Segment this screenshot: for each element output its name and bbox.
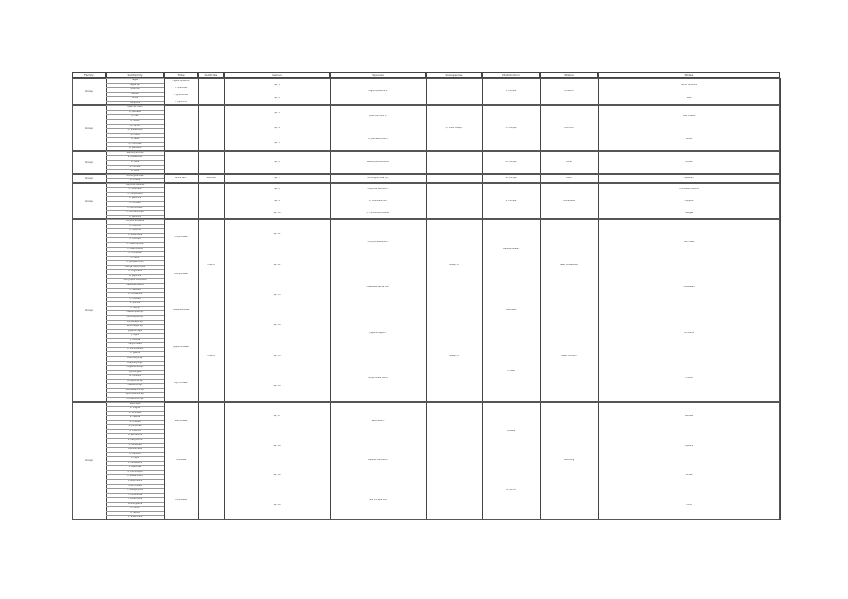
table-cell: Sp. 15 — [273, 354, 281, 357]
group-label: Group — [85, 308, 93, 312]
table-cell: Sp. 20 — [273, 503, 281, 506]
table-cell: Alnus glutinosa (L.) — [367, 176, 389, 179]
spreadsheet — [72, 72, 780, 520]
column-header: Status — [540, 72, 598, 78]
table-cell: P. tremula — [106, 452, 164, 457]
table-cell: C. Europe — [505, 126, 517, 129]
table-cell: subsp. A — [449, 263, 459, 266]
column-divider — [780, 78, 781, 520]
table-cell: Vulnerable — [563, 199, 575, 202]
table-cell: Sp. 8 — [274, 187, 280, 190]
group-label: Group — [85, 126, 93, 130]
group-label: Group — [85, 160, 93, 164]
table-cell: Coppice — [684, 199, 694, 202]
table-cell: Sp. 13 — [273, 293, 281, 296]
table-cell: B. pubescens — [106, 155, 164, 160]
table-cell: Eurasia — [506, 429, 516, 432]
table-cell: Sp. 12 — [273, 263, 281, 266]
table-cell: Corylus avellana L. — [367, 240, 389, 243]
group-label: Group — [85, 459, 93, 463]
table-cell: Q. pubescens — [106, 128, 164, 133]
table-cell: Sp. 7 — [274, 176, 280, 179]
table-cell: U. laevis — [106, 511, 164, 516]
table-cell: C. jacquemontii — [106, 260, 164, 265]
table-cell: Salicoideae — [174, 419, 188, 422]
table-cell: Riparian — [684, 176, 694, 179]
table-cell: Fagus sylvatica L. — [368, 90, 388, 93]
table-cell: Local — [566, 160, 572, 163]
table-cell: C. turczaninowii — [106, 210, 164, 215]
table-cell: Coryloideae — [174, 236, 188, 239]
table-cell: P. trichocarpa — [106, 470, 164, 475]
table-cell: J. nigra — [106, 333, 164, 338]
table-cell: Limes — [685, 474, 693, 477]
table-cell: Hornbeam stands — [679, 187, 699, 190]
table-cell: T. tomentosa — [106, 493, 164, 498]
table-cell: Carpinus betulus L. — [367, 187, 389, 190]
table-cell: Betula pendula Roth — [366, 160, 390, 163]
table-cell: Juglandoideae — [173, 345, 189, 348]
table-cell: O. virginiana — [106, 269, 164, 274]
table-cell: C. sieboldiana — [106, 247, 164, 252]
table-cell: C. mollissima — [106, 292, 164, 297]
table-cell: Lithocarpus sp. — [106, 315, 164, 320]
group-label: Group — [85, 90, 93, 94]
table-cell: Pterocarya sp. — [106, 356, 164, 361]
column-header: Notes — [598, 72, 780, 78]
table-cell: Sp. 9 — [274, 199, 280, 202]
table-cell: Comptonia sp. — [106, 379, 164, 384]
table-cell: Ostryopsis davidiana — [106, 278, 164, 283]
table-cell: Mediterranean — [503, 248, 519, 251]
table-cell: S. purpurea — [106, 424, 164, 429]
table-cell: U. minor — [106, 506, 164, 511]
table-cell: C. caroliniana — [106, 192, 164, 197]
table-cell: M. cerifera — [106, 374, 164, 379]
table-cell: Tilia cordata Mill. — [368, 498, 388, 501]
table-cell: S. cinerea — [106, 420, 164, 425]
table-cell: P. nigra — [106, 456, 164, 461]
table-cell: Mixed — [685, 138, 693, 141]
table-cell: Allocasuarina sp. — [106, 388, 164, 393]
table-cell: Orchards — [684, 331, 694, 334]
table-cell: Ulmus glabra — [106, 502, 164, 507]
table-cell: C. orientalis Mill. — [368, 199, 388, 202]
table-cell: Castaneoideae — [172, 309, 190, 312]
table-cell: Q. petraea — [106, 110, 164, 115]
table-cell: N. Europe — [505, 160, 517, 163]
table-cell: subsp. B — [449, 354, 459, 357]
table-cell: Q. alba — [106, 137, 164, 142]
table-cell: Q. ilex — [106, 114, 164, 119]
table-cell: Sp. 14 — [273, 324, 281, 327]
table-cell: Q. cerris — [106, 124, 164, 129]
table-cell: Alnus — [106, 96, 164, 101]
table-cell: C. japonica — [106, 196, 164, 201]
table-cell: C. cordata — [106, 201, 164, 206]
table-cell: Castanea sativa — [106, 283, 164, 288]
table-cell: Q. robur subsp. — [445, 126, 463, 129]
table-cell: Ostrya carpinifolia — [106, 265, 164, 270]
table-cell: Rare — [566, 176, 572, 179]
table-cell: Boreal — [685, 160, 693, 163]
column-header: Family — [72, 72, 106, 78]
table-cell: Q. suber — [106, 119, 164, 124]
table-cell: C. crenata — [106, 297, 164, 302]
table-cell: Ulmoideae — [175, 498, 187, 501]
table-cell: P. canescens — [106, 461, 164, 466]
table-cell: Alnus sect. — [175, 176, 187, 179]
table-cell: A. incana — [106, 178, 164, 183]
table-cell: North America — [681, 83, 697, 86]
table-cell: Q. petraea (Matt.) — [368, 138, 388, 141]
table-cell: Casuarina sp. — [106, 383, 164, 388]
table-cell: Sp. 11 — [273, 233, 281, 236]
column-header: Subfamily — [106, 72, 164, 78]
table-cell: Tilioideae — [175, 459, 187, 462]
table-cell: P. balsamifera — [106, 474, 164, 479]
table-cell: Nut trees — [683, 240, 695, 243]
table-cell: Chrysolepis sp. — [106, 320, 164, 325]
table-cell: Carya ovata (Mill.) — [367, 377, 389, 380]
table-cell: F. orientalis — [174, 86, 188, 89]
table-cell: Willows — [684, 415, 694, 418]
table-cell: B. nana — [106, 160, 164, 165]
table-cell: Subtribe — [206, 176, 216, 179]
table-cell: E. Europe — [505, 90, 517, 93]
column-header: Distribution — [482, 72, 540, 78]
table-cell: Juglans regia L. — [369, 331, 387, 334]
table-cell: C. laxiflora — [106, 215, 164, 220]
table-cell: Populus tremula L. — [367, 459, 389, 462]
table-cell: Carpinus betulus — [106, 183, 164, 188]
table-cell: S. triandra — [106, 429, 164, 434]
table-cell: Fagus sylvatica — [172, 80, 190, 83]
table-cell: Cultivated — [683, 286, 695, 289]
table-cell: Quercus robur — [106, 105, 164, 110]
table-cell: Poplars — [685, 444, 693, 447]
table-cell: C. cornuta — [106, 237, 164, 242]
table-cell: Hedges — [684, 211, 694, 214]
table-cell: Oak forests — [682, 115, 696, 118]
table-cell: Quercus — [106, 87, 164, 92]
group-label: Group — [85, 199, 93, 203]
table-cell: Sp. 1 — [274, 83, 280, 86]
table-cell: S. caprea — [106, 415, 164, 420]
table-cell: Nothofagus sp. — [106, 324, 164, 329]
table-cell: Tilia cordata — [106, 484, 164, 489]
table-cell: Quercus robur L. — [368, 115, 388, 118]
table-cell: N. Africa — [506, 489, 516, 492]
table-cell: Asia — [686, 97, 692, 100]
column-header: Subspecies — [426, 72, 482, 78]
column-header: Species — [330, 72, 426, 78]
table-cell: Q. rubra — [106, 133, 164, 138]
table-cell: Endemic — [564, 90, 574, 93]
table-cell: Q. coccinea — [106, 142, 164, 147]
table-cell: P. deltoides — [106, 465, 164, 470]
table-cell: C. henryi — [106, 306, 164, 311]
table-cell: Common — [564, 126, 574, 129]
table-cell: Sp. 17 — [273, 415, 281, 418]
table-cell: S. fragilis — [106, 406, 164, 411]
table-cell: Myrica gale — [106, 370, 164, 375]
table-cell: C. orientalis — [106, 187, 164, 192]
table-cell: Salix alba — [106, 402, 164, 407]
table-cell: C. ferox — [106, 256, 164, 261]
table-cell: W. Europe — [505, 176, 517, 179]
table-cell: Tribe B — [207, 354, 215, 357]
table-cell: Juglans regia — [106, 329, 164, 334]
table-cell: Corylus avellana — [106, 219, 164, 224]
table-cell: Salix alba L. — [371, 419, 385, 422]
table-cell: C. heterophylla — [106, 242, 164, 247]
column-header: Genus — [224, 72, 330, 78]
table-cell: C. glabra — [106, 351, 164, 356]
table-cell: C. americana — [106, 233, 164, 238]
table-cell: Carpinus — [106, 101, 164, 106]
table-cell: Caucasus — [505, 309, 517, 312]
table-cell: Platycarya sp. — [106, 361, 164, 366]
table-cell: Betula pendula — [106, 151, 164, 156]
column-header: Tribe — [164, 72, 198, 78]
table-cell: B. utilis — [106, 169, 164, 174]
table-cell: S. herbacea — [106, 443, 164, 448]
table-cell: Sp. 4 — [274, 126, 280, 129]
table-cell: S. pentandra — [106, 433, 164, 438]
table-cell: U. americana — [106, 515, 164, 520]
table-cell: Sp. 18 — [273, 444, 281, 447]
table-cell: B. humilis — [106, 165, 164, 170]
column-header: Subtribe — [198, 72, 224, 78]
table-cell: Gymnostoma sp. — [106, 392, 164, 397]
table-cell: C. illinoinensis — [106, 347, 164, 352]
table-cell: Timber — [685, 377, 693, 380]
table-cell: Engelhardia sp. — [106, 365, 164, 370]
table-cell: Castanea sativa Mill. — [366, 286, 390, 289]
table-cell: Declining — [563, 459, 575, 462]
table-cell: T. platyphyllos — [106, 488, 164, 493]
table-cell: C. colurna — [106, 224, 164, 229]
table-cell: O. japonica — [106, 274, 164, 279]
table-cell: Sp. 16 — [273, 385, 281, 388]
table-cell: C. tschonoskii — [106, 206, 164, 211]
table-cell: Sp. 2 — [274, 97, 280, 100]
table-cell: Tribe A — [207, 263, 215, 266]
table-cell: Myricoideae — [174, 381, 188, 384]
table-cell: Sp. 19 — [273, 474, 281, 477]
table-cell: P. euphratica — [106, 479, 164, 484]
table-cell: C. caroliniana Walter — [366, 211, 390, 214]
table-cell: T. americana — [106, 497, 164, 502]
table-cell: Fagus sp. — [106, 83, 164, 88]
table-cell: S. babylonica — [106, 438, 164, 443]
table-cell: Sp. 5 — [274, 142, 280, 144]
table-cell: C. maxima — [106, 228, 164, 233]
table-cell: Sp. 6 — [274, 160, 280, 163]
table-cell: Carya ovata — [106, 342, 164, 347]
table-cell: Near threatened — [559, 263, 579, 266]
table-cell: Fagus — [106, 78, 164, 83]
table-cell: Least concern — [561, 354, 577, 357]
table-cell: Alnus glutinosa — [106, 174, 164, 179]
table-cell: Castanopsis sp. — [106, 310, 164, 315]
table-cell: Betula — [106, 92, 164, 97]
table-cell: J. cinerea — [106, 338, 164, 343]
table-cell: Ostryoideae — [174, 272, 188, 275]
table-cell: Populus alba — [106, 447, 164, 452]
table-cell: Q. palustris — [106, 146, 164, 151]
table-cell: Elms — [686, 503, 692, 506]
group-label: Group — [85, 176, 93, 180]
table-cell: F. japonica — [175, 100, 187, 103]
table-cell: S. viminalis — [106, 411, 164, 416]
table-cell: Ticodendron sp. — [106, 397, 164, 402]
table-cell: C. chinensis — [106, 251, 164, 256]
table-cell: Sp. 10 — [273, 211, 281, 214]
table-cell: E. Asia — [507, 369, 515, 372]
table-cell: C. pumila — [106, 301, 164, 306]
table-cell: Sp. 3 — [274, 111, 280, 114]
table-cell: S. Europe — [505, 199, 517, 202]
table-cell: F. grandifolia — [174, 93, 188, 96]
table-cell: C. dentata — [106, 288, 164, 293]
